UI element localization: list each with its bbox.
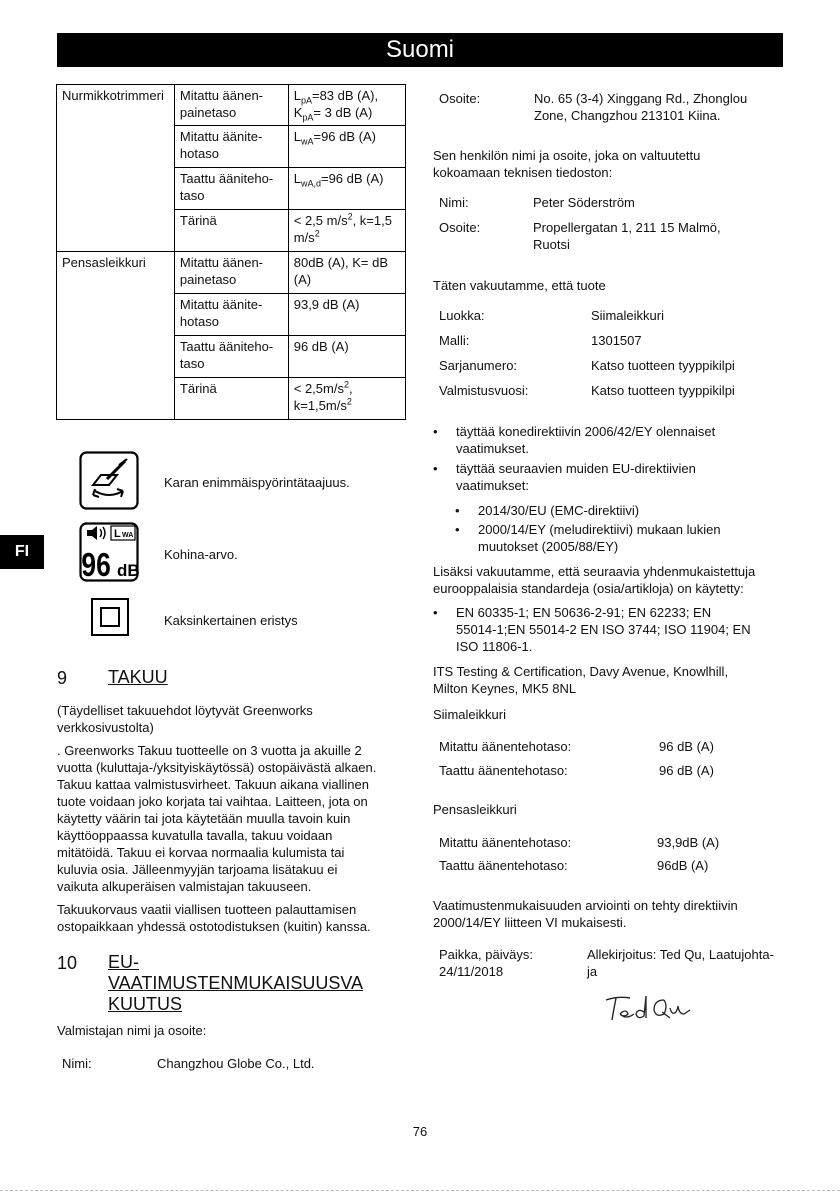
section-9-note: (Täydelliset takuuehdot löytyvät Greenworks verkkosivustolta) bbox=[57, 703, 313, 735]
bullet-other-directives: • täyttää seuraavien muiden EU-direktiivien vaatimukset: bbox=[433, 461, 696, 493]
spec-param-cell: Mitattu äänite- hotaso bbox=[174, 126, 288, 168]
svg-text:WA: WA bbox=[122, 532, 134, 539]
signature-label: Allekirjoitus: Ted Qu, Laatujohta- ja bbox=[587, 947, 774, 979]
product-model-value: 1301507 bbox=[591, 333, 642, 348]
spindle-speed-label: Karan enimmäispyörintätaajuus. bbox=[164, 475, 350, 490]
double-insulation-icon bbox=[91, 598, 129, 636]
spec-param-cell: Mitattu äänite- hotaso bbox=[174, 294, 288, 336]
auth-name-value: Peter Söderström bbox=[533, 195, 635, 210]
spec-group-cell: Nurmikkotrimmeri bbox=[57, 85, 175, 252]
product-class-label: Luokka: bbox=[439, 308, 485, 323]
page-number: 76 bbox=[412, 1124, 428, 1139]
place-date-value: 24/11/2018 bbox=[439, 964, 504, 979]
svg-text:dB: dB bbox=[117, 561, 139, 580]
manufacturer-intro: Valmistajan nimi ja osoite: bbox=[57, 1023, 207, 1038]
trimmer-guaranteed-value: 96 dB (A) bbox=[659, 763, 714, 778]
place-date-label: Paikka, päiväys: bbox=[439, 947, 533, 962]
sub-bullet-noise: • 2000/14/EY (meludirektiivi) mukaan lukien muutokset (2005/88/EY) bbox=[455, 522, 721, 554]
trimmer-measured-label: Mitattu äänentehotaso: bbox=[439, 739, 572, 754]
spec-param-cell: Mitattu äänen- painetaso bbox=[174, 252, 288, 294]
product-year-value: Katso tuotteen tyyppikilpi bbox=[591, 383, 735, 398]
product-model-label: Malli: bbox=[439, 333, 470, 348]
spec-value-cell: < $2,5m/s^2$, $k=1,5m/s^2$ bbox=[288, 378, 405, 420]
spec-value-cell: < 2,5 $m/s^2$, k=1,5 $m/s^2$ bbox=[288, 210, 405, 252]
page-bottom-edge bbox=[0, 1190, 840, 1191]
double-insulation-label: Kaksinkertainen eristys bbox=[164, 613, 298, 628]
spec-value-cell: 96 dB (A) bbox=[288, 336, 405, 378]
section-9-claim-text: Takuukorvaus vaatii viallisen tuotteen palauttamisen ostopaikkaan yhdessä ostotodistuksen (kuitin) kanssa. bbox=[57, 902, 371, 934]
conformity-note: Vaatimustenmukaisuuden arviointi on tehty direktiivin 2000/14/EY liitteen VI mukaisesti. bbox=[433, 898, 738, 930]
noise-value-icon bbox=[79, 522, 139, 582]
svg-text:L: L bbox=[114, 528, 121, 540]
spindle-speed-icon bbox=[79, 451, 139, 510]
auth-address-value: Propellergatan 1, 211 15 Malmö, Ruotsi bbox=[533, 220, 721, 252]
product-year-label: Valmistusvuosi: bbox=[439, 383, 529, 398]
spec-value-cell: $L_{pA}=83$ dB (A), $K_{pA}= 3$ dB (A) bbox=[288, 85, 405, 126]
bullet-dot: • bbox=[455, 522, 460, 537]
auth-address-label: Osoite: bbox=[439, 220, 481, 235]
hedge-guaranteed-label: Taattu äänentehotaso: bbox=[439, 858, 568, 873]
spec-value-cell: $L_{wA,d}=96$ dB (A) bbox=[288, 168, 405, 210]
spec-param-cell: Taattu äänitehо- taso bbox=[174, 168, 288, 210]
spec-row bbox=[57, 252, 406, 294]
hedge-measured-label: Mitattu äänentehotaso: bbox=[439, 835, 572, 850]
spec-value-cell: 93,9 dB (A) bbox=[288, 294, 405, 336]
address-value: No. 65 (3-4) Xinggang Rd., Zhonglou Zone, Changzhou 213101 Kiina. bbox=[534, 91, 748, 123]
specs-table bbox=[56, 84, 406, 420]
svg-text:96: 96 bbox=[81, 547, 111, 582]
spec-row bbox=[57, 85, 406, 126]
bullet-machinery-directive: • täyttää konedirektiivin 2006/42/EY olennaiset vaatimukset. bbox=[433, 424, 716, 456]
spec-param-cell: Tärinä bbox=[174, 378, 288, 420]
bullet-dot: • bbox=[455, 503, 460, 518]
trimmer-measured-value: 96 dB (A) bbox=[659, 739, 714, 754]
declare-intro: Täten vakuutamme, että tuote bbox=[433, 278, 606, 293]
manufacturer-name-label: Nimi: bbox=[62, 1056, 92, 1071]
noise-value-label: Kohina-arvo. bbox=[164, 547, 238, 562]
product-serial-label: Sarjanumero: bbox=[439, 358, 518, 373]
handwritten-signature bbox=[604, 990, 694, 1026]
manufacturer-name-value: Changzhou Globe Co., Ltd. bbox=[157, 1056, 315, 1071]
hedge-heading: Pensasleikkuri bbox=[433, 802, 517, 817]
notified-body: ITS Testing & Certification, Davy Avenue, Knowlhill, Milton Keynes, MK5 8NL bbox=[433, 664, 729, 696]
standards-intro: Lisäksi vakuutamme, että seuraavia yhdenmukaistettuja eurooppalaisia standardeja (osia/artikloja) on käytetty: bbox=[433, 564, 756, 596]
section-9-title: TAKUU bbox=[108, 667, 168, 687]
spec-group-cell: Pensasleikkuri bbox=[57, 252, 175, 420]
section-10-title: EU- VAATIMUSTENMUKAISUUSVA KUUTUS bbox=[108, 952, 364, 1014]
bullet-standards: • EN 60335-1; EN 50636-2-91; EN 62233; EN 55014-1;EN 55014-2 EN ISO 3744; ISO 11904; EN ISO 11806-1. bbox=[433, 605, 751, 654]
trimmer-heading: Siimaleikkuri bbox=[433, 707, 506, 722]
language-tab: FI bbox=[0, 535, 44, 569]
section-9-number: 9 bbox=[57, 668, 68, 688]
bullet-dot: • bbox=[433, 461, 438, 476]
page-header: Suomi bbox=[57, 33, 783, 67]
spec-value-cell: 80dB (A), K= dB (A) bbox=[288, 252, 405, 294]
spec-param-cell: Taattu äänitehо- taso bbox=[174, 336, 288, 378]
spec-param-cell: Mitattu äänen- painetaso bbox=[174, 85, 288, 126]
bullet-dot: • bbox=[433, 424, 438, 439]
address-label: Osoite: bbox=[439, 91, 481, 106]
product-class-value: Siimaleikkuri bbox=[591, 308, 664, 323]
section-10-number: 10 bbox=[57, 953, 78, 973]
bullet-dot: • bbox=[433, 605, 438, 620]
section-9-warranty-text: . Greenworks Takuu tuotteelle on 3 vuotta ja akuille 2 vuotta (kuluttaja-/yksityiskäytössä) ostopäivästä alkaen. Takuu kattaa valmistusvirheet. Takuun aikana viallinen tuote voidaan joko korjata tai vaihtaa. Laitteen, jota on käytetty väärin tai jota käytetään muulla tavoin kuin käyttöoppaassa kuvatulla tavalla, takuu voidaan mitätöidä. Takuu ei korvaa normaalia kulumista tai kuluvia osia. Jälleenmyyjän tarjoama lisätakuu ei vaikuta alkuperäisen valmistajan takuuseen. bbox=[57, 743, 377, 894]
spec-param-cell: Tärinä bbox=[174, 210, 288, 252]
product-serial-value: Katso tuotteen tyyppikilpi bbox=[591, 358, 735, 373]
hedge-measured-value: 93,9dB (A) bbox=[657, 835, 720, 850]
hedge-guaranteed-value: 96dB (A) bbox=[657, 858, 709, 873]
spec-value-cell: $L_{wA}=96$ dB (A) bbox=[288, 126, 405, 168]
sub-bullet-emc: • 2014/30/EU (EMC-direktiivi) bbox=[455, 503, 640, 518]
trimmer-guaranteed-label: Taattu äänentehotaso: bbox=[439, 763, 568, 778]
auth-name-label: Nimi: bbox=[439, 195, 469, 210]
authorized-intro: Sen henkilön nimi ja osoite, joka on valtuutettu kokoamaan teknisen tiedoston: bbox=[433, 148, 701, 180]
